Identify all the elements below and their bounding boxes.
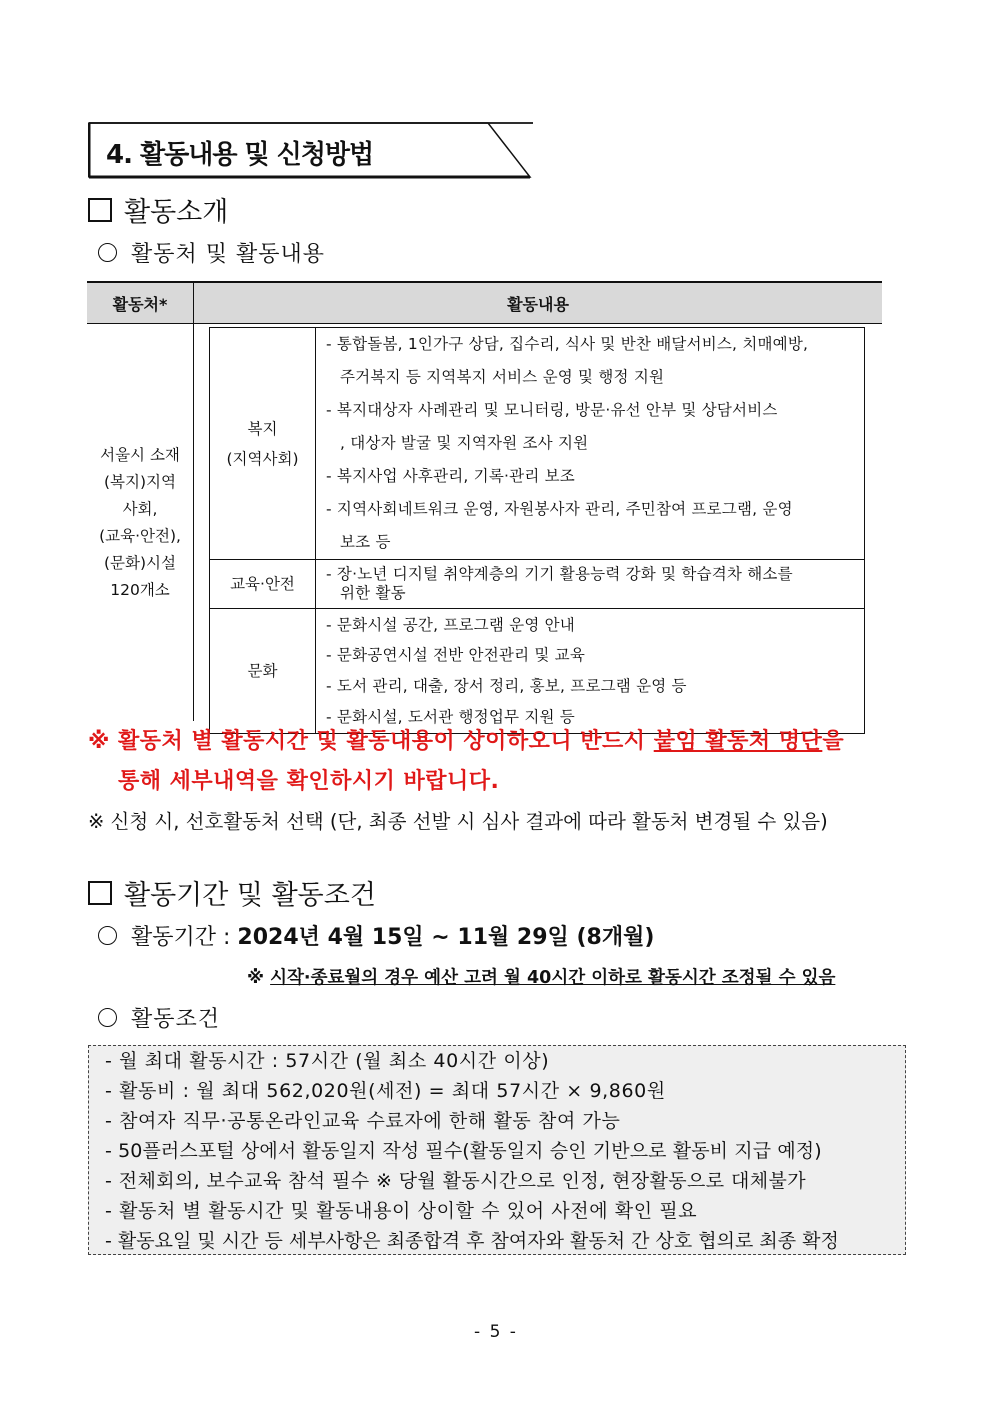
checkbox-square-icon	[88, 198, 112, 222]
content-line: 보조 등	[340, 533, 391, 551]
warning-underlined-text: 붙임 활동처 명단	[653, 729, 823, 754]
place-line: 서울시 소재	[100, 445, 180, 464]
condition-item: - 활동비 : 월 최대 562,020원(세전) = 최대 57시간 × 9,860원	[105, 1080, 666, 1102]
content-line: - 문화시설, 도서관 행정업무 지원 등	[326, 708, 575, 726]
content-line: - 통합돌봄, 1인가구 상담, 집수리, 식사 및 반찬 배달서비스, 치매예방,	[326, 335, 809, 353]
place-cell	[87, 324, 194, 722]
content-line: - 지역사회네트워크 운영, 자원봉사자 관리, 주민참여 프로그램, 운영	[326, 500, 793, 518]
condition-item: - 월 최대 활동시간 : 57시간 (월 최소 40시간 이상)	[105, 1050, 550, 1072]
heading-text: 활동기간 및 활동조건	[124, 880, 376, 911]
page-number: - 5 -	[474, 1322, 518, 1342]
place-line: (문화)시설	[104, 553, 176, 572]
period-note	[247, 964, 835, 989]
heading-activity-intro	[88, 190, 228, 229]
content-line: - 도서 관리, 대출, 장서 정리, 홍보, 프로그램 운영 등	[326, 677, 687, 695]
circle-bullet-icon	[98, 243, 117, 262]
condition-item: - 참여자 직무·공통온라인교육 수료자에 한해 활동 참여 가능	[105, 1110, 621, 1132]
note-text: 시작·종료월의 경우 예산 고려 월 40시간 이하로 활동시간 조정될 수 있음	[270, 968, 836, 988]
period-value: 2024년 4월 15일 ~ 11월 29일 (8개월)	[237, 925, 655, 950]
welfare-content	[316, 328, 865, 560]
circle-bullet-icon	[98, 926, 117, 945]
warning-text: ※ 활동처 별 활동시간 및 활동내용이 상이하오니 반드시	[88, 729, 654, 754]
col-header-content: 활동내용	[194, 282, 883, 324]
content-line: - 문화시설 공간, 프로그램 운영 안내	[326, 616, 575, 634]
place-line: (교육·안전),	[99, 526, 181, 545]
place-line: 사회,	[122, 499, 158, 518]
category-welfare	[210, 328, 316, 560]
content-line: , 대상자 발굴 및 지역자원 조사 지원	[340, 434, 589, 452]
warning-line-2: 통해 세부내역을 확인하시기 바랍니다.	[118, 769, 500, 794]
category-culture: 문화	[210, 609, 316, 734]
content-line: 주거복지 등 지역복지 서비스 운영 및 행정 지원	[340, 368, 665, 386]
category-label: 복지	[247, 419, 278, 438]
note-mark: ※	[247, 968, 271, 988]
content-line: - 복지대상자 사례관리 및 모니터링, 방문·유선 안부 및 상담서비스	[326, 401, 778, 419]
warning-text-end: 을	[822, 729, 845, 754]
activity-detail-table	[209, 327, 865, 734]
conditions-heading	[98, 1002, 220, 1033]
culture-content	[316, 609, 865, 734]
col-header-place: 활동처*	[87, 282, 194, 324]
conditions-label: 활동조건	[131, 1007, 221, 1032]
place-line: (복지)지역	[104, 472, 176, 491]
content-line: - 장·노년 디지털 취약계층의 기기 활용능력 강화 및 학습격차 해소를	[326, 565, 793, 583]
content-line: 위한 활동	[340, 584, 406, 602]
heading-text: 활동소개	[124, 197, 229, 228]
content-line: - 문화공연시설 전반 안전관리 및 교육	[326, 646, 586, 664]
warning-line-1	[88, 724, 844, 755]
condition-item: - 50플러스포털 상에서 활동일지 작성 필수(활동일지 승인 기반으로 활동비 지급 예정)	[105, 1140, 822, 1162]
place-line: 120개소	[110, 580, 170, 599]
subheading-place-content	[98, 237, 325, 268]
circle-bullet-icon	[98, 1008, 117, 1027]
section-title-box	[88, 122, 528, 178]
condition-item: - 활동처 별 활동시간 및 활동내용이 상이할 수 있어 사전에 확인 필요	[105, 1200, 698, 1222]
subheading-text: 활동처 및 활동내용	[131, 242, 326, 267]
period-label: 활동기간 :	[131, 925, 238, 950]
activity-period	[98, 920, 654, 951]
category-label: (지역사회)	[226, 449, 299, 468]
condition-item: - 활동요일 및 시간 등 세부사항은 최종합격 후 참여자와 활동처 간 상호 협의로 최종 확정	[105, 1230, 839, 1252]
category-education: 교육·안전	[210, 560, 316, 609]
heading-period-conditions	[88, 873, 376, 912]
conditions-box	[88, 1045, 906, 1255]
education-content	[316, 560, 865, 609]
application-note: ※ 신청 시, 선호활동처 선택 (단, 최종 선발 시 심사 결과에 따라 활동처 변경될 수 있음)	[88, 810, 828, 833]
content-line: - 복지사업 사후관리, 기록·관리 보조	[326, 467, 575, 485]
condition-item: - 전체회의, 보수교육 참석 필수 ※ 당월 활동시간으로 인정, 현장활동으로 대체불가	[105, 1170, 806, 1192]
section-title: 4. 활동내용 및 신청방법	[106, 140, 374, 170]
checkbox-square-icon	[88, 881, 112, 905]
